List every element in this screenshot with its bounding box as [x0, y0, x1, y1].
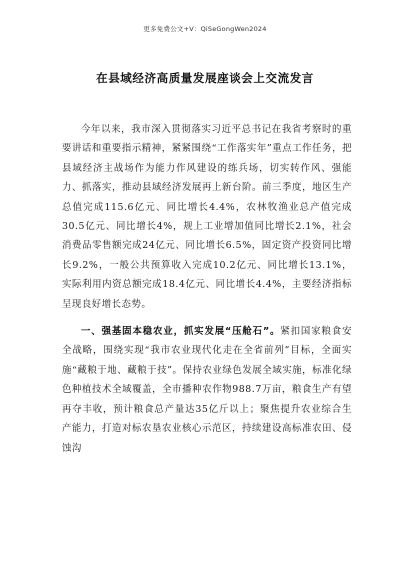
paragraph-text: 紧扣国家粮食安全战略，围绕实现“我市农业现代化走在全省前列”目标，全面实施“藏粮于地、藏粮于技”。保持农业绿色发展全域实施，标准化绿色种植技术全域覆盖，全市播种农作物988.7万亩，粮食生产有望再夺丰收，预计粮食总产量达35亿斤以上；聚焦提升农业综合生产能力，打造对标农垦农业核心示范区，持续建设高标准农田、侵蚀沟 — [62, 326, 352, 454]
header-note: 更多免费公文+V：QiSeGongWen2024 — [143, 25, 267, 33]
paragraph-intro — [62, 120, 352, 314]
document-body — [62, 120, 352, 458]
document-title: 在县域经济高质量发展座谈会上交流发言 — [96, 71, 314, 85]
paragraph-text: 今年以来，我市深入贯彻落实习近平总书记在我省考察时的重要讲话和重要指示精神，紧紧围绕“工作落实年”重点工作任务，把县域经济主战场作为能力作风建设的练兵场，切实转作风、强能力、抓落实，推动县域经济发展再上新台阶。前三季度，地区生产总值完成115.6亿元、同比增长4.4%，农林牧渔业总产值完成30.5亿元、同比增长4%，规上工业增加值同比增长2.1%，社会消费品零售额完成24亿元、同比增长6.5%，固定资产投资同比增长9.2%，一般公共预算收入完成10.2亿元、同比增长13.1%，实际利用内资总额完成18.4亿元、同比增长4.4%，主要经济指标呈现良好增长态势。 — [62, 124, 352, 310]
paragraph-section-1 — [62, 322, 352, 458]
section-heading: 一、强基固本稳农业，抓实发展“压舱石”。 — [81, 326, 281, 338]
